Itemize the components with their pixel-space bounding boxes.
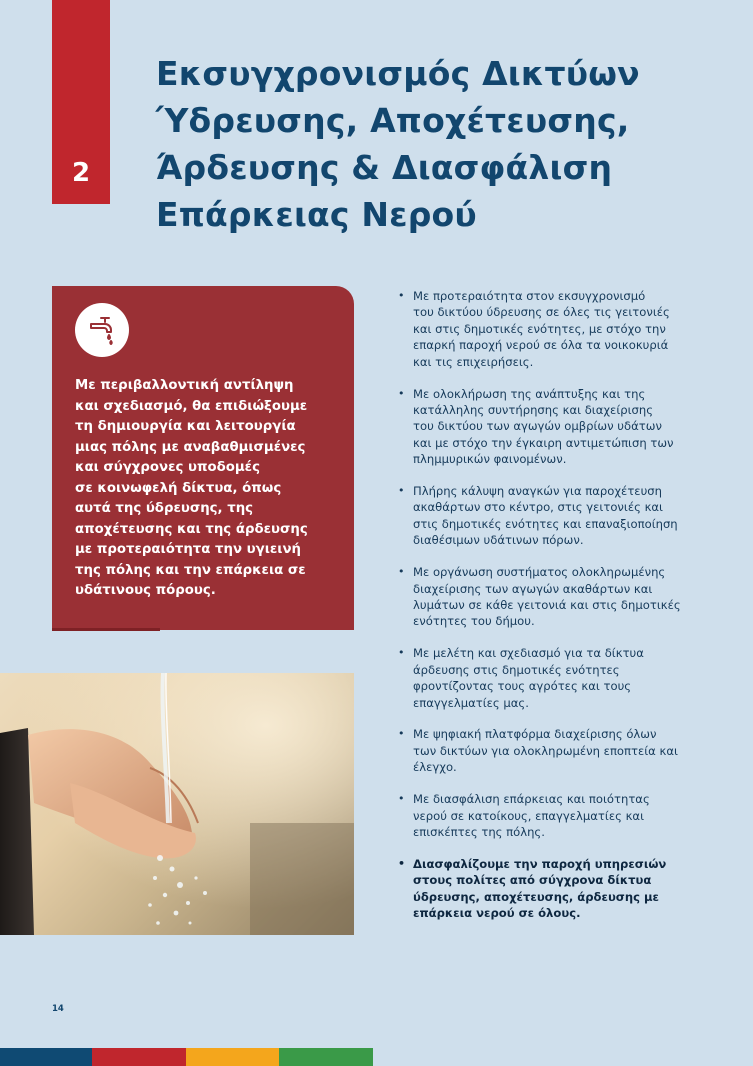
bullet-line: • Με διασφάλιση επάρκειας και ποιότητας [413,792,650,807]
intro-box-underline [52,628,160,631]
bullet-line: επισκέπτες της πόλης. [413,824,545,839]
hands-water-photo [0,673,354,935]
bullet-line: διαχείρισης των αγωγών ακαθάρτων και [413,581,653,596]
intro-line: και σχεδιασμό, θα επιδιώξουμε [75,398,308,414]
bullet-line: • Με προτεραιότητα στον εκσυγχρονισμό [413,289,646,303]
intro-line: και σύγχρονες υποδομές [75,460,260,475]
page-number: 14 [52,1004,64,1014]
bullet-list [398,288,718,937]
water-tap-icon [75,303,129,357]
color-stripe-red [92,1048,186,1066]
intro-line: τη δημιουργία και λειτουργία [75,419,296,434]
bullet-line: • Με ολοκλήρωση της ανάπτυξης και της [413,386,646,401]
bullet-line: διαθέσιμων υδάτινων πόρων. [413,533,584,548]
title-line: Επάρκειας Νερού [156,195,477,234]
bullet-line: • Με μελέτη και σχεδιασμό για τα δίκτυα [413,646,644,661]
bullet-line: ακαθάρτων στο κέντρο, στις γειτονιές και [413,500,663,515]
bullet-line: του δικτύου ύδρευσης σε όλες τις γειτονιές [413,305,670,320]
intro-line: της πόλης και την επάρκεια σε [75,562,306,578]
list-item-emphasis [398,856,718,922]
bullet-line: • Πλήρης κάλυψη αναγκών για παροχέτευση [413,484,662,499]
bullet-line: στις δημοτικές ενότητες και επαναξιοποίηση [413,516,678,531]
color-stripe-yellow [186,1048,279,1066]
list-item [398,726,718,775]
bullet-line: στους πολίτες από σύγχρονα δίκτυα [413,873,652,888]
bullet-line: πλημμυρικών φαινομένων. [413,452,567,467]
bullet-line: επαγγελματίες μας. [413,695,529,710]
title-line: Ύδρευσης, Αποχέτευσης, [156,101,630,140]
page-title [156,50,716,238]
intro-line: σε κοινωφελή δίκτυα, όπως [75,480,282,496]
bullet-line: λυμάτων σε κάθε γειτονιά και στις δημοτικές [413,598,681,612]
bullet-line: και στις δημοτικές ενότητες, με στόχο την [413,321,666,336]
bullet-line: κατάλληλης συντήρησης και διαχείρισης [413,402,654,417]
bullet-line: • Διασφαλίζουμε την παροχή υπηρεσιών [413,856,667,871]
bullet-line: • Με οργάνωση συστήματος ολοκληρωμένης [413,565,666,580]
section-number-tab [52,0,110,204]
list-item [398,564,718,630]
intro-line: αυτά της ύδρευσης, της [75,501,254,516]
section-number: 2 [71,158,91,188]
intro-text [75,376,336,602]
color-stripe-blue [0,1048,92,1066]
intro-line: με προτεραιότητα την υγιεινή [75,542,302,557]
bullet-line: και τις επιχειρήσεις. [413,354,534,369]
bullet-line: και με στόχο την έγκαιρη αντιμετώπιση των [413,435,674,450]
intro-line: μιας πόλης με αναβαθμισμένες [75,439,306,455]
bullet-line: επαρκή παροχή νερού σε όλα τα νοικοκυριά [413,338,669,353]
bullet-line: των δικτύων για ολοκληρωμένη εποπτεία και [413,743,678,758]
list-item [398,386,718,468]
list-item [398,288,718,370]
bullet-line: έλεγχο. [413,760,457,775]
bullet-line: άρδευσης στις δημοτικές ενότητες [413,662,620,677]
bullet-line: ύδρευσης, αποχέτευσης, άρδευσης με [413,889,659,904]
bullet-line: του δικτύου των αγωγών ομβρίων υδάτων [413,419,662,434]
title-line: Εκσυγχρονισμός Δικτύων [156,54,640,93]
bullet-line: νερού σε κατοίκους, επαγγελματίες και [413,808,644,823]
intro-line: Με περιβαλλοντική αντίληψη [75,378,294,393]
bullet-line: φροντίζοντας τους αγρότες και τους [413,679,632,694]
list-item [398,791,718,840]
bullet-line: • Με ψηφιακή πλατφόρμα διαχείρισης όλων [413,727,657,742]
title-line: Άρδευσης & Διασφάλιση [156,148,613,187]
bullet-line: ενότητες του δήμου. [413,614,535,629]
bullet-line: επάρκεια νερού σε όλους. [413,906,581,921]
list-item [398,483,718,549]
color-stripe-green [279,1048,373,1066]
intro-line: υδάτινους πόρους. [75,583,216,598]
list-item [398,645,718,711]
intro-line: αποχέτευσης και της άρδευσης [75,521,308,537]
